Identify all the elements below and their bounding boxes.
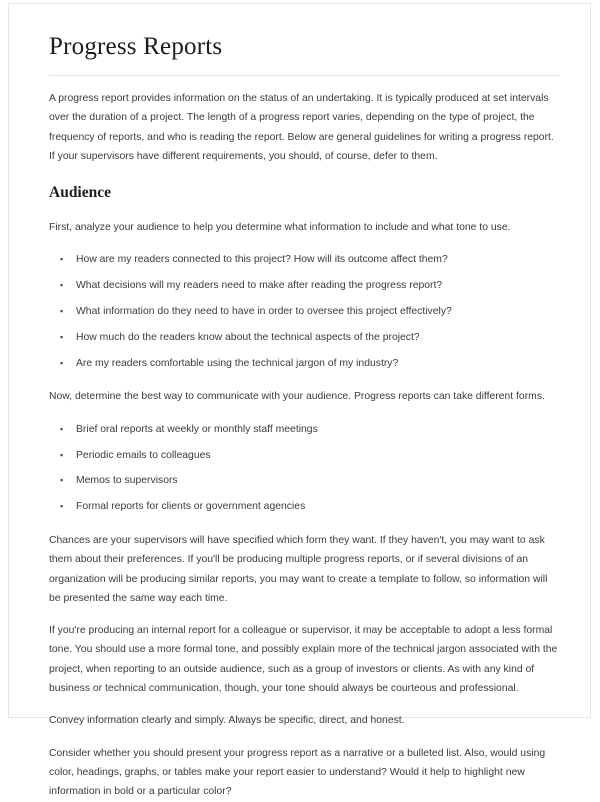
- spacer: [49, 731, 561, 744]
- bullet-icon: ▪: [60, 306, 64, 317]
- report-forms-list: [49, 420, 561, 517]
- document-page: [8, 3, 591, 798]
- list-item: [49, 471, 561, 490]
- list-item-label: Periodic emails to colleagues: [76, 449, 211, 461]
- list-item: [49, 328, 561, 347]
- bullet-icon: ▪: [60, 357, 64, 368]
- spacer: [49, 698, 561, 711]
- bullet-icon: ▪: [60, 501, 64, 512]
- section-heading-audience: Audience: [49, 184, 111, 202]
- bullet-icon: ▪: [60, 475, 64, 486]
- list-item-label: What decisions will my readers need to make after reading the progress report?: [76, 280, 443, 292]
- spacer: [49, 237, 561, 250]
- list-item: [49, 250, 561, 269]
- list-item: [49, 420, 561, 439]
- bullet-icon: ▪: [60, 423, 64, 434]
- spacer: [49, 608, 561, 621]
- spacer: [49, 523, 561, 531]
- list-item-label: Brief oral reports at weekly or monthly staff meetings: [76, 423, 318, 435]
- bullet-icon: ▪: [60, 449, 64, 460]
- list-item: [49, 497, 561, 516]
- list-item: [49, 446, 561, 465]
- list-item-label: Are my readers comfortable using the technical jargon of my industry?: [76, 357, 399, 369]
- list-item: [49, 302, 561, 321]
- list-item: [49, 354, 561, 373]
- audience-intro-paragraph: First, analyze your audience to help you determine what information to include and what tone to use.: [49, 222, 511, 234]
- list-item: [49, 276, 561, 295]
- spacer: [49, 407, 561, 420]
- format-paragraph: Consider whether you should present your progress report as a narrative or a bulleted list. Also, would using color, headings, graphs, or tables make your report easier to understand? Would it help to highlight new information in bold or a particular color?: [49, 747, 546, 798]
- bullet-icon: ▪: [60, 280, 64, 291]
- bullet-icon: ▪: [60, 331, 64, 342]
- list-item-label: How are my readers connected to this project? How will its outcome affect them?: [76, 254, 448, 266]
- bullet-icon: ▪: [60, 254, 64, 265]
- forms-intro-paragraph: Now, determine the best way to communicate with your audience. Progress reports can take different forms.: [49, 391, 545, 403]
- spacer: [49, 379, 561, 387]
- spacer: [49, 166, 561, 183]
- list-item-label: What information do they need to have in order to oversee this project effectively?: [76, 306, 452, 318]
- spacer: [49, 203, 561, 218]
- document-content: [49, 31, 561, 802]
- supervisors-paragraph: Chances are your supervisors will have specified which form they want. If they haven't, you may want to ask them about their preferences. If you'll be producing multiple progress reports, or if several divisions of an organization will be producing similar reports, you may want to create a template to follow, so information will be presented the same way each time.: [49, 534, 548, 604]
- list-item-label: Memos to supervisors: [76, 475, 178, 487]
- page-title: Progress Reports: [49, 33, 223, 60]
- intro-paragraph: A progress report provides information on the status of an undertaking. It is typically produced at set intervals over the duration of a project. The length of a progress report varies, depending on the type of project, the frequency of reports, and who is reading the report. Below are general guidelines for writing a progress report. If your supervisors have different requirements, you should, of course, defer to them.: [49, 93, 554, 162]
- list-item-label: How much do the readers know about the technical aspects of the project?: [76, 331, 420, 343]
- convey-paragraph: Convey information clearly and simply. Always be specific, direct, and honest.: [49, 715, 405, 727]
- spacer: [49, 76, 561, 89]
- audience-questions-list: [49, 250, 561, 372]
- tone-paragraph: If you're producing an internal report for a colleague or supervisor, it may be acceptable to adopt a less formal tone. You should use a more formal tone, and possibly explain more of the technical jargon associated with the project, when reporting to an outside audience, such as a group of investors or clients. As with any kind of business or technical communication, though, your tone should always be courteous and professional.: [49, 625, 558, 695]
- list-item-label: Formal reports for clients or government agencies: [76, 501, 306, 513]
